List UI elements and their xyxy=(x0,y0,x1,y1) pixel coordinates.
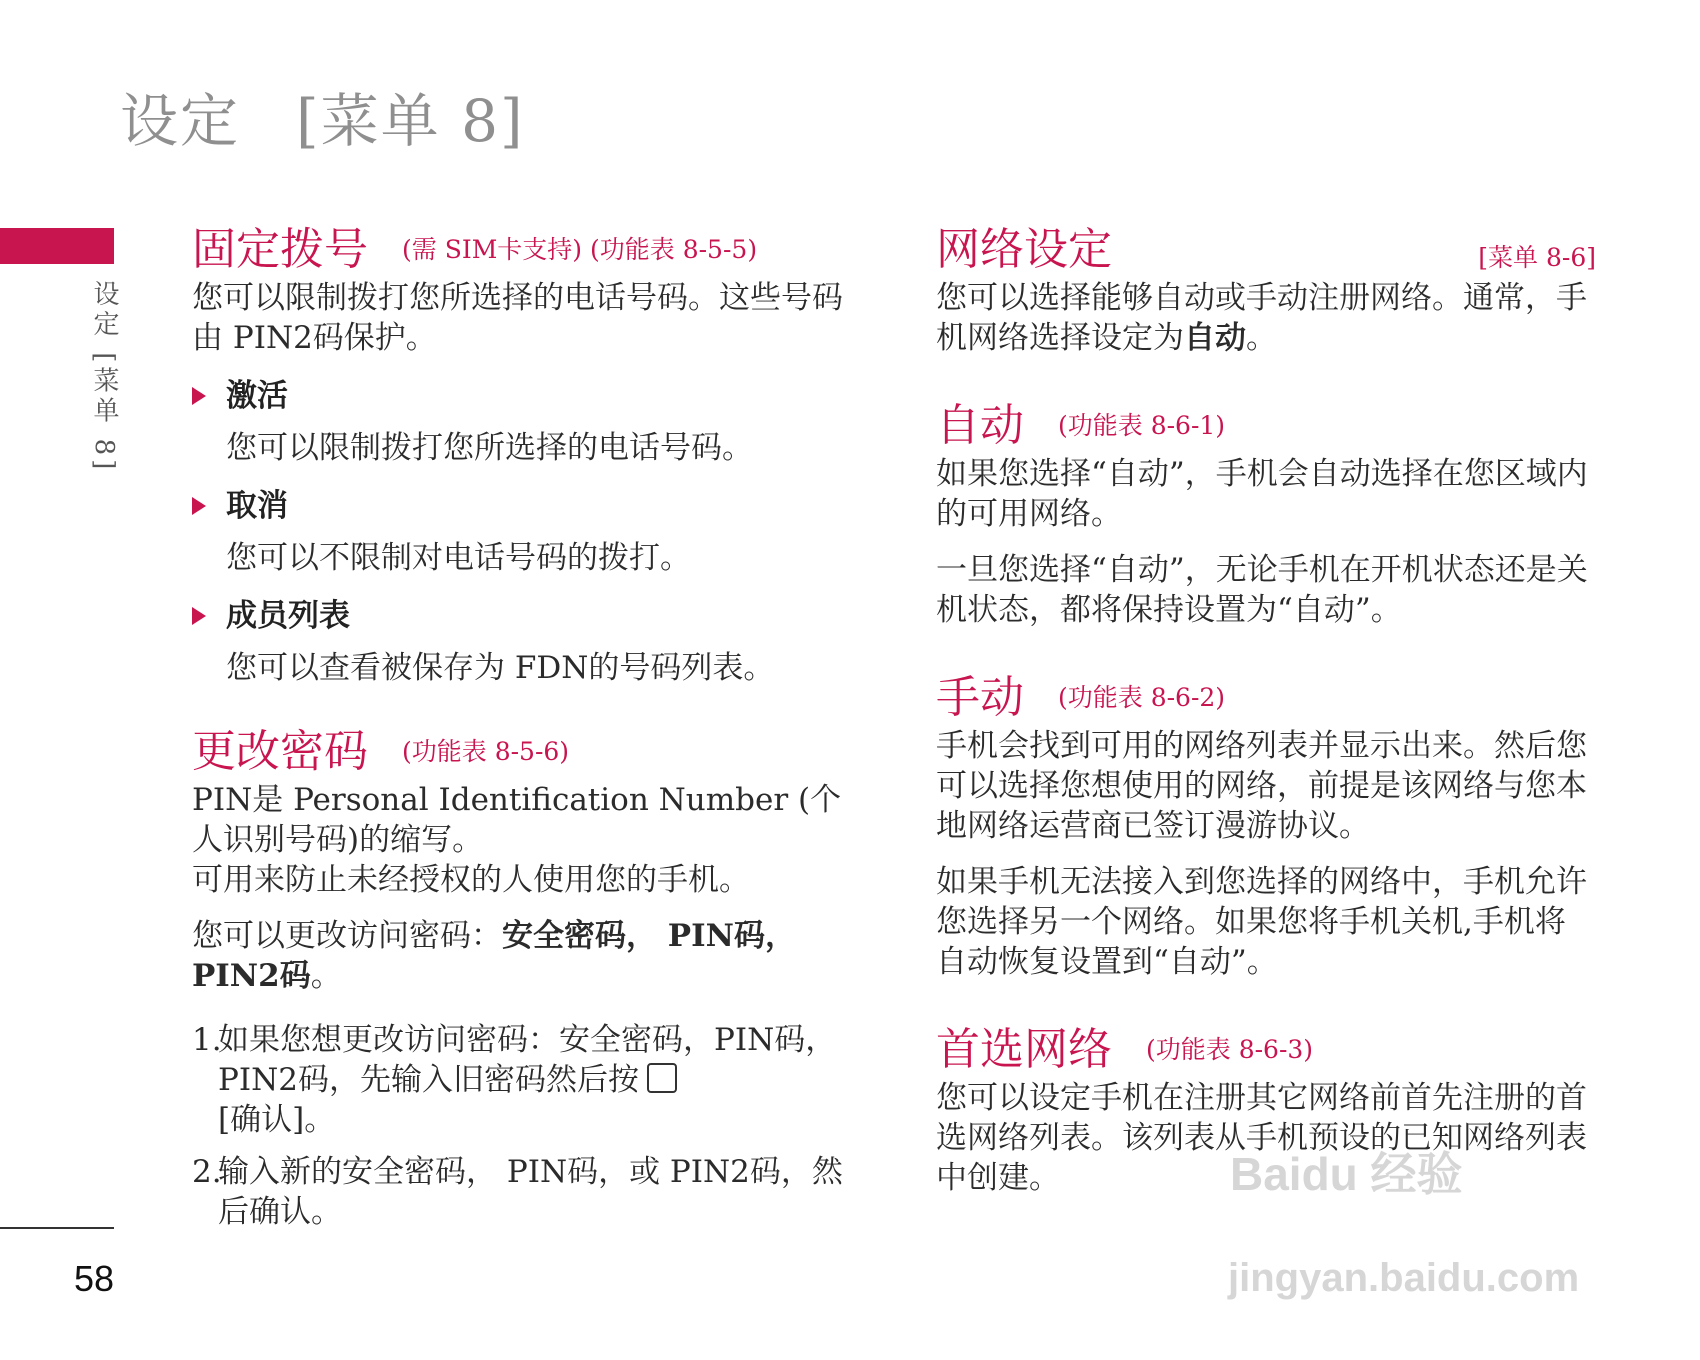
step-number: 2. xyxy=(192,1154,222,1190)
bullet-item xyxy=(192,374,852,418)
section-title-auto xyxy=(936,398,1596,454)
step-number: 1. xyxy=(192,1022,222,1058)
pwd-p3-suffix: 。 xyxy=(310,958,342,994)
watermark-url: jingyan.baidu.com xyxy=(1228,1256,1580,1300)
manual-meta: (功能表 8-6-2) xyxy=(1058,683,1226,712)
side-label: 设定 [菜单 8] xyxy=(89,280,119,474)
pwd-title: 更改密码 xyxy=(192,726,368,777)
manual-title: 手动 xyxy=(936,672,1024,723)
pwd-p2: 可用来防止未经授权的人使用您的手机。 xyxy=(192,862,750,898)
pwd-p3 xyxy=(192,916,852,996)
manual-p2: 如果手机无法接入到您选择的网络中，手机允许您选择另一个网络。如果您将手机关机,手机将自动恢复设置到“自动”。 xyxy=(936,864,1587,980)
bullet-label: 成员列表 xyxy=(226,598,350,634)
step-text: 输入新的安全密码， PIN码，或 PIN2码，然后确认。 xyxy=(218,1154,843,1230)
auto-p1: 如果您选择“自动”，手机会自动选择在您区域内的可用网络。 xyxy=(936,456,1588,532)
auto-p2: 一旦您选择“自动”，无论手机在开机状态还是关机状态，都将保持设置为“自动”。 xyxy=(936,552,1588,628)
network-intro-prefix: 您可以选择能够自动或手动注册网络。通常，手机网络选择设定为 xyxy=(936,280,1587,356)
side-tab-marker xyxy=(0,228,114,264)
section-title-manual xyxy=(936,670,1596,726)
section-title-fdn xyxy=(192,222,852,278)
pwd-p1: PIN是 Personal Identification Number (个人识别号码)的缩写。 xyxy=(192,782,842,858)
bullet-item xyxy=(192,484,852,528)
footer-rule xyxy=(0,1227,114,1229)
section-title-preferred xyxy=(936,1022,1596,1078)
pwd-meta: (功能表 8-5-6) xyxy=(402,737,570,766)
pwd-p3-prefix: 您可以更改访问密码： xyxy=(192,918,502,954)
bullet-item xyxy=(192,594,852,638)
network-intro-suffix: 。 xyxy=(1246,320,1277,356)
auto-meta: (功能表 8-6-1) xyxy=(1058,411,1226,440)
fdn-meta: (需 SIM卡支持) (功能表 8-5-5) xyxy=(402,235,758,264)
network-menu-ref: [菜单 8-6] xyxy=(1478,243,1596,272)
network-intro-bold: 自动 xyxy=(1184,320,1246,356)
network-intro xyxy=(936,278,1596,358)
step-text-tail: [确认]。 xyxy=(218,1102,336,1138)
bullet-desc: 您可以不限制对电话号码的拨打。 xyxy=(226,540,691,576)
right-column xyxy=(936,222,1596,1198)
network-title: 网络设定 xyxy=(936,224,1112,275)
preferred-title: 首选网络 xyxy=(936,1024,1112,1075)
watermark-logo: Baidu 经验 xyxy=(1230,1148,1463,1200)
header-menu: [菜单 8] xyxy=(296,87,525,155)
left-column xyxy=(192,222,852,1232)
auto-title: 自动 xyxy=(936,400,1024,451)
page-number: 58 xyxy=(74,1258,115,1299)
manual-p1: 手机会找到可用的网络列表并显示出来。然后您可以选择您想使用的网络，前提是该网络与您本地网络运营商已签订漫游协议。 xyxy=(936,728,1587,844)
bullet-label: 激活 xyxy=(226,378,288,414)
menu-key-icon xyxy=(647,1063,677,1093)
bullet-label: 取消 xyxy=(226,488,288,524)
preferred-p1: 您可以设定手机在注册其它网络前首先注册的首选网络列表。该列表从手机预设的已知网络列表中创建。 xyxy=(936,1080,1587,1196)
triangle-bullet-icon xyxy=(192,387,206,405)
preferred-meta: (功能表 8-6-3) xyxy=(1146,1035,1314,1064)
fdn-title: 固定拨号 xyxy=(192,224,368,275)
bullet-desc: 您可以限制拨打您所选择的电话号码。 xyxy=(226,430,753,466)
section-title-password xyxy=(192,724,852,780)
step-text-main: 如果您想更改访问密码：安全密码，PIN码， PIN2码，先输入旧密码然后按 xyxy=(218,1022,837,1098)
section-title-network xyxy=(936,222,1596,278)
page-header xyxy=(120,74,525,158)
numbered-step xyxy=(192,1152,852,1232)
fdn-intro: 您可以限制拨打您所选择的电话号码。这些号码由 PIN2码保护。 xyxy=(192,280,843,356)
triangle-bullet-icon xyxy=(192,497,206,515)
header-title: 设定 xyxy=(120,87,241,155)
pwd-p3-bold: 安全密码， PIN码，PIN2码 xyxy=(192,918,796,994)
triangle-bullet-icon xyxy=(192,607,206,625)
step-text xyxy=(218,1020,852,1140)
numbered-step xyxy=(192,1020,852,1140)
bullet-desc: 您可以查看被保存为 FDN的号码列表。 xyxy=(226,650,775,686)
